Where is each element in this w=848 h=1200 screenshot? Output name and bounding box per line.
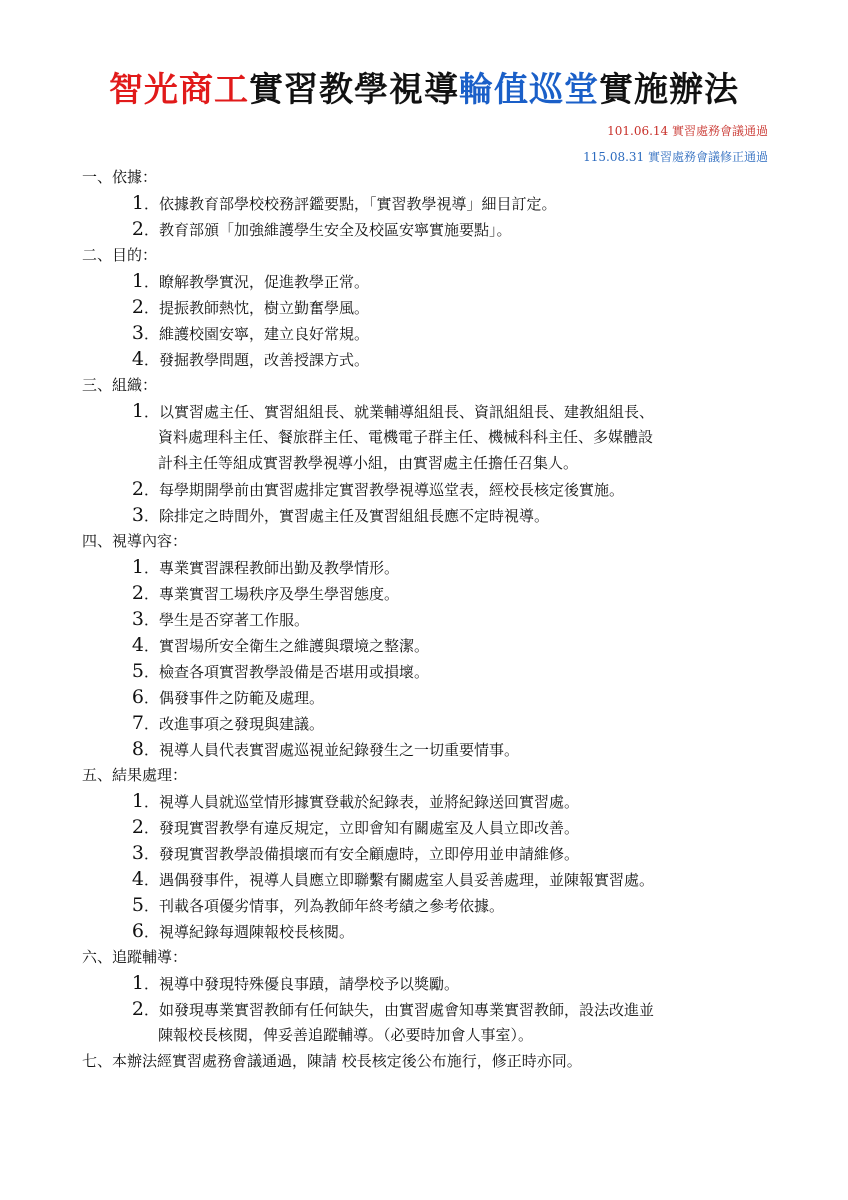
section-heading: 一、依據： [82, 168, 158, 186]
list-item [82, 736, 782, 762]
item-text: ．檢查各項實習教學設備是否堪用或損壞。 [144, 663, 430, 681]
item-continuation: 計科主任等組成實習教學視導小組，由實習處主任擔任召集人。 [158, 454, 579, 472]
item-number: 8 [131, 738, 144, 760]
item-number: 2 [131, 296, 144, 318]
list-item [82, 866, 782, 892]
item-continuation: 陳報校長核閱，俾妥善追蹤輔導。（必要時加會人事室）。 [158, 1026, 534, 1044]
item-continuation: 資料處理科主任、餐旅群主任、電機電子群主任、機械科科主任、多媒體設 [158, 428, 654, 446]
list-item [82, 684, 782, 710]
section-heading: 五、結果處理： [82, 766, 188, 784]
list-item [82, 216, 782, 242]
item-number: 1 [131, 192, 144, 214]
item-number: 5 [131, 894, 144, 916]
item-number: 3 [131, 504, 144, 526]
list-item [82, 840, 782, 866]
list-item [82, 476, 782, 502]
section-heading: 四、視導內容： [82, 532, 188, 550]
document-title [0, 62, 848, 111]
list-item [82, 320, 782, 346]
list-item [82, 788, 782, 814]
list-item [82, 892, 782, 918]
item-text: ．視導人員就巡堂情形據實登載於紀錄表，並將紀錄送回實習處。 [144, 793, 580, 811]
list-item [82, 190, 782, 216]
list-item [82, 606, 782, 632]
item-text: ．依據教育部學校校務評鑑要點，「實習教學視導」細目訂定。 [144, 195, 557, 213]
item-text: ．實習場所安全衛生之維護與環境之整潔。 [144, 637, 430, 655]
document-body [82, 164, 782, 1074]
list-item [82, 502, 782, 528]
title-duty: 輪值巡堂 [459, 70, 599, 110]
item-text: ．刊載各項優劣情事，列為教師年終考績之參考依據。 [144, 897, 505, 915]
item-text: ．遇偶發事件，視導人員應立即聯繫有關處室人員妥善處理，並陳報實習處。 [144, 871, 655, 889]
item-text: ．改進事項之發現與建議。 [144, 715, 325, 733]
item-text: ．視導紀錄每週陳報校長核閱。 [144, 923, 355, 941]
item-number: 4 [131, 348, 144, 370]
item-text: ．學生是否穿著工作服。 [144, 611, 310, 629]
item-text: ．偶發事件之防範及處理。 [144, 689, 325, 707]
list-item [82, 970, 782, 996]
title-suffix: 實施辦法 [599, 70, 739, 110]
item-text: ．視導人員代表實習處巡視並紀錄發生之一切重要情事。 [144, 741, 520, 759]
item-text: ．視導中發現特殊優良事蹟，請學校予以獎勵。 [144, 975, 460, 993]
list-item [82, 710, 782, 736]
item-number: 2 [131, 218, 144, 240]
item-number: 2 [131, 816, 144, 838]
list-item [82, 658, 782, 684]
item-number: 1 [131, 400, 144, 422]
list-item [82, 996, 782, 1022]
list-item [82, 294, 782, 320]
list-item [82, 632, 782, 658]
item-number: 3 [131, 842, 144, 864]
item-text: ．以實習處主任、實習組組長、就業輔導組組長、資訊組組長、建教組組長、 [144, 403, 655, 421]
list-item [82, 268, 782, 294]
approval-note-original: 101.06.14 實習處務會議通過 [607, 124, 768, 138]
item-number: 1 [131, 556, 144, 578]
list-item [82, 580, 782, 606]
approval-note-revision: 115.08.31 實習處務會議修正通過 [583, 150, 768, 164]
item-number: 4 [131, 634, 144, 656]
section-heading: 七、本辦法經實習處務會議通過，陳請 校長核定後公布施行，修正時亦同。 [82, 1052, 582, 1070]
item-text: ．專業實習課程教師出勤及教學情形。 [144, 559, 400, 577]
list-item [82, 918, 782, 944]
list-item [82, 346, 782, 372]
item-number: 1 [131, 972, 144, 994]
item-number: 2 [131, 582, 144, 604]
item-number: 2 [131, 478, 144, 500]
item-text: ．提振教師熱忱，樹立勤奮學風。 [144, 299, 370, 317]
item-number: 6 [131, 686, 144, 708]
item-number: 2 [131, 998, 144, 1020]
item-text: ．維護校園安寧，建立良好常規。 [144, 325, 370, 343]
item-number: 3 [131, 608, 144, 630]
title-school: 智光商工 [109, 70, 249, 110]
title-subject: 實習教學視導 [249, 70, 459, 110]
item-number: 1 [131, 270, 144, 292]
section-heading: 二、目的： [82, 246, 158, 264]
item-number: 4 [131, 868, 144, 890]
list-item [82, 398, 782, 424]
item-number: 3 [131, 322, 144, 344]
item-number: 7 [131, 712, 144, 734]
item-number: 6 [131, 920, 144, 942]
item-number: 5 [131, 660, 144, 682]
item-text: ．專業實習工場秩序及學生學習態度。 [144, 585, 400, 603]
item-number: 1 [131, 790, 144, 812]
list-item [82, 554, 782, 580]
item-text: ．除排定之時間外，實習處主任及實習組組長應不定時視導。 [144, 507, 550, 525]
approval-notes [583, 118, 768, 170]
item-text: ．發現實習教學設備損壞而有安全顧慮時，立即停用並申請維修。 [144, 845, 580, 863]
item-text: ．教育部頒「加強維護學生安全及校區安寧實施要點」。 [144, 221, 512, 239]
item-text: ．每學期開學前由實習處排定實習教學視導巡堂表，經校長核定後實施。 [144, 481, 625, 499]
item-text: ．發掘教學問題，改善授課方式。 [144, 351, 370, 369]
section-heading: 三、組織： [82, 376, 158, 394]
section-heading: 六、追蹤輔導： [82, 948, 188, 966]
item-text: ．如發現專業實習教師有任何缺失，由實習處會知專業實習教師，設法改進並 [144, 1001, 655, 1019]
item-text: ．發現實習教學有違反規定，立即會知有關處室及人員立即改善。 [144, 819, 580, 837]
item-text: ．瞭解教學實況，促進教學正常。 [144, 273, 370, 291]
list-item [82, 814, 782, 840]
